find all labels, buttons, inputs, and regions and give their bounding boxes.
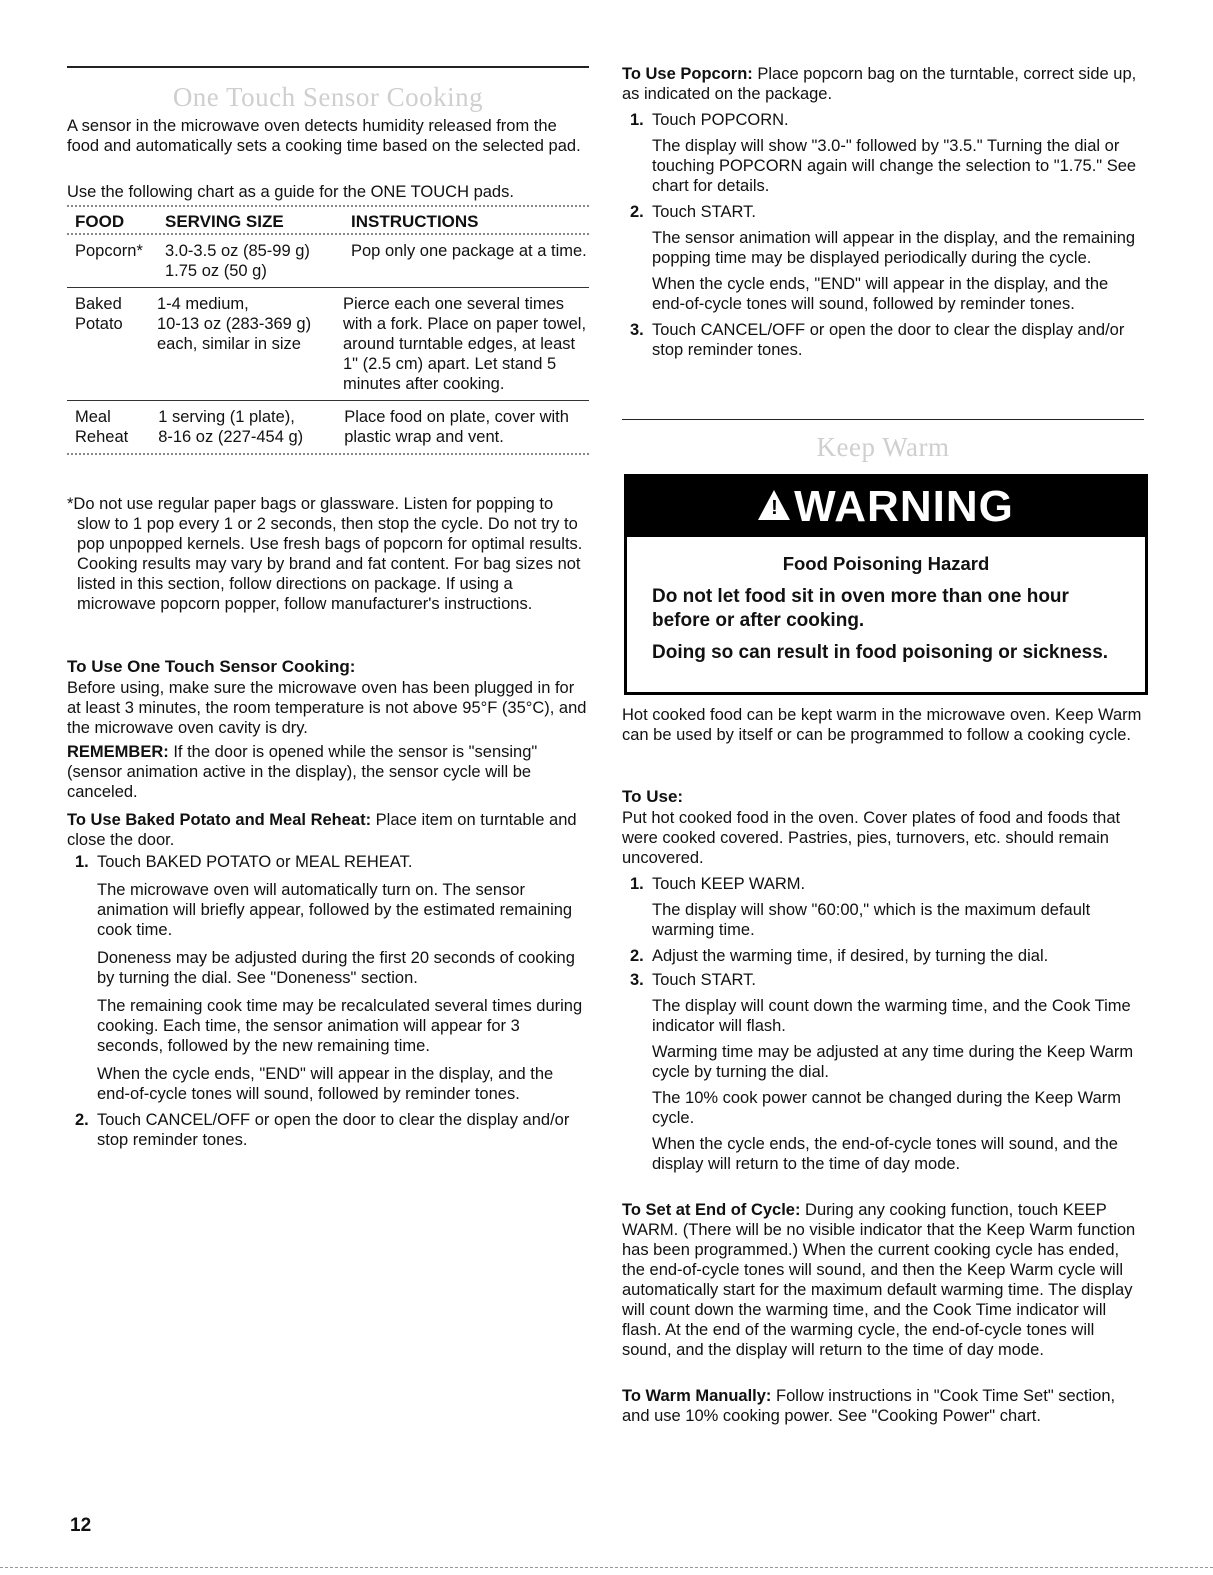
step-number: 2. — [630, 947, 644, 965]
step-text: The remaining cook time may be recalculated several times during cooking. Each time, the sensor animation will appear for 3 seconds, followed by the new remaining time. — [97, 997, 583, 1055]
step-number: 2. — [630, 203, 644, 221]
table-row — [67, 401, 589, 453]
section-title-sensor: One Touch Sensor Cooking — [172, 82, 484, 112]
keep-warm-intro: Hot cooked food can be kept warm in the microwave oven. Keep Warm can be used by itself or can be programmed to follow a cooking cycle. — [622, 706, 1142, 744]
step-text: When the cycle ends, "END" will appear in the display, and the end-of-cycle tones will sound, followed by reminder tones. — [97, 1065, 554, 1103]
remember-text: If the door is opened while the sensor is "sensing" (sensor animation active in the display), the sensor cycle will be canceled. — [67, 743, 538, 801]
step-2 — [622, 946, 1144, 966]
step-text: Touch BAKED POTATO or MEAL REHEAT. — [97, 853, 413, 871]
one-touch-chart — [67, 207, 589, 233]
baked-text: Place item on turntable and close the door. — [67, 811, 577, 849]
step-text: Touch KEEP WARM. — [652, 875, 806, 893]
step-text: Touch START. — [652, 203, 756, 221]
chart-guide-text: Use the following chart as a guide for the ONE TOUCH pads. — [67, 183, 514, 201]
serving-cell: 1 serving (1 plate), 8-16 oz (227-454 g) — [158, 408, 304, 446]
popcorn-label: To Use Popcorn: — [622, 65, 753, 83]
instructions-cell: Pierce each one several times with a fork. Place on paper towel, around turntable edges, at least 1" (2.5 cm) apart. Let stand 5 minutes after cooking. — [343, 295, 587, 393]
warning-label: WARNING — [794, 482, 1014, 531]
table-row — [67, 235, 589, 287]
section-rule — [622, 419, 1144, 420]
table-row — [67, 288, 589, 400]
remember-paragraph — [67, 742, 589, 802]
intro-paragraph: A sensor in the microwave oven detects humidity released from the food and automatically sets a cooking time based on the selected pad. — [67, 117, 581, 155]
top-rule — [67, 66, 589, 68]
sensor-steps — [67, 852, 589, 1150]
popcorn-footnote: *Do not use regular paper bags or glassware. Listen for popping to slow to 1 pop every 1 or 2 seconds, then stop the cycle. Do not try to pop unpopped kernels. Use fresh bags of popcorn for optimal results. Cooking results may vary by brand and fat content. For bag sizes not listed in this section, follow directions on package. If using a microwave popcorn popper, follow manufacturer's instructions. — [67, 495, 583, 613]
warning-triangle-icon: ! — [758, 490, 790, 520]
to-use-text: Put hot cooked food in the oven. Cover plates of food and foods that were cooked covered. Pastries, pies, turnovers, etc. should remain uncovered. — [622, 809, 1121, 867]
step-2 — [622, 202, 1144, 314]
baked-label: To Use Baked Potato and Meal Reheat: — [67, 811, 372, 829]
end-label: To Set at End of Cycle: — [622, 1201, 801, 1219]
step-number: 1. — [630, 875, 644, 893]
step-text: Warming time may be adjusted at any time during the Keep Warm cycle by turning the dial. — [652, 1043, 1134, 1081]
step-text: When the cycle ends, the end-of-cycle tones will sound, and the display will return to the time of day mode. — [652, 1135, 1118, 1173]
step-number: 1. — [630, 111, 644, 129]
step-text: When the cycle ends, "END" will appear in the display, and the end-of-cycle tones will sound, followed by reminder tones. — [652, 275, 1109, 313]
heading-use-sensor: To Use One Touch Sensor Cooking: — [67, 657, 356, 676]
step-text: The sensor animation will appear in the display, and the remaining popping time may be displayed periodically during the cycle. — [652, 229, 1136, 267]
popcorn-intro — [622, 64, 1144, 104]
one-touch-table — [67, 205, 589, 455]
step-1 — [622, 874, 1144, 940]
page-number: 12 — [70, 1515, 92, 1536]
col-header-instructions: INSTRUCTIONS — [351, 212, 479, 231]
food-cell: Meal Reheat — [75, 408, 129, 446]
step-1 — [622, 110, 1144, 196]
step-text: The display will count down the warming time, and the Cook Time indicator will flash. — [652, 997, 1131, 1035]
end-text: During any cooking function, touch KEEP WARM. (There will be no visible indicator that the Keep Warm function has been programmed.) When the current cooking cycle has ended, the end-of-cycle tones will sound, and then the Keep Warm cycle will automatically start for the maximum default warming time. The display will count down the warming time, and the Cook Time indicator will flash. At the end of the warming cycle, the end-of-cycle tones will sound, and the display will return to the time of day mode. — [622, 1201, 1136, 1359]
serving-cell: 3.0-3.5 oz (85-99 g) 1.75 oz (50 g) — [165, 242, 310, 280]
popcorn-text: Place popcorn bag on the turntable, correct side up, as indicated on the package. — [622, 65, 1137, 103]
step-3 — [622, 320, 1144, 360]
table-bottom-border — [67, 453, 589, 455]
step-3 — [622, 970, 1144, 1174]
popcorn-steps — [622, 110, 1144, 360]
manual-text: Follow instructions in "Cook Time Set" section, and use 10% cooking power. See "Cooking Power" chart. — [622, 1387, 1116, 1425]
step-1 — [67, 852, 589, 1104]
step-number: 2. — [75, 1111, 89, 1129]
step-number: 3. — [630, 321, 644, 339]
bottom-edge-line — [0, 1567, 1213, 1568]
warning-title: Food Poisoning Hazard — [782, 553, 990, 574]
baked-potato-paragraph — [67, 810, 589, 850]
step-number: 1. — [75, 853, 89, 871]
step-text: Adjust the warming time, if desired, by turning the dial. — [652, 947, 1049, 965]
step-text: Touch CANCEL/OFF or open the door to clear the display and/or stop reminder tones. — [652, 321, 1125, 359]
serving-cell: 1-4 medium, 10-13 oz (283-369 g) each, similar in size — [157, 295, 312, 353]
warning-box — [624, 474, 1148, 695]
warning-line-2: Doing so can result in food poisoning or sickness. — [652, 642, 1109, 663]
before-using-paragraph: Before using, make sure the microwave oven has been plugged in for at least 3 minutes, the room temperature is not above 95°F (35°C), and the microwave oven cavity is dry. — [67, 679, 587, 737]
warning-header — [627, 477, 1145, 537]
step-text: Touch CANCEL/OFF or open the door to clear the display and/or stop reminder tones. — [97, 1111, 570, 1149]
section-title-keep-warm: Keep Warm — [816, 432, 950, 462]
manual-label: To Warm Manually: — [622, 1387, 772, 1405]
instructions-cell: Pop only one package at a time. — [351, 242, 587, 260]
heading-to-use: To Use: — [622, 787, 684, 806]
col-header-serving: SERVING SIZE — [165, 212, 284, 231]
warm-manually-paragraph — [622, 1386, 1144, 1426]
step-2 — [67, 1110, 589, 1150]
warning-line-1: Do not let food sit in oven more than one hour before or after cooking. — [652, 586, 1069, 631]
food-cell: Popcorn* — [75, 242, 143, 260]
step-number: 3. — [630, 971, 644, 989]
step-text: The display will show "60:00," which is the maximum default warming time. — [652, 901, 1091, 939]
end-of-cycle-paragraph — [622, 1200, 1144, 1360]
step-text: The microwave oven will automatically turn on. The sensor animation will briefly appear, followed by the estimated remaining cook time. — [97, 881, 573, 939]
instructions-cell: Place food on plate, cover with plastic wrap and vent. — [344, 408, 569, 446]
remember-label: REMEMBER: — [67, 743, 169, 761]
step-text: Touch POPCORN. — [652, 111, 789, 129]
step-text: The 10% cook power cannot be changed during the Keep Warm cycle. — [652, 1089, 1122, 1127]
keep-warm-steps — [622, 874, 1144, 1174]
step-text: The display will show "3.0-" followed by "3.5." Turning the dial or touching POPCORN again will change the selection to "1.75." See chart for details. — [652, 137, 1137, 195]
col-header-food: FOOD — [75, 212, 125, 231]
food-cell: Baked Potato — [75, 295, 123, 333]
step-text: Doneness may be adjusted during the first 20 seconds of cooking by turning the dial. See "Doneness" section. — [97, 949, 575, 987]
step-text: Touch START. — [652, 971, 756, 989]
